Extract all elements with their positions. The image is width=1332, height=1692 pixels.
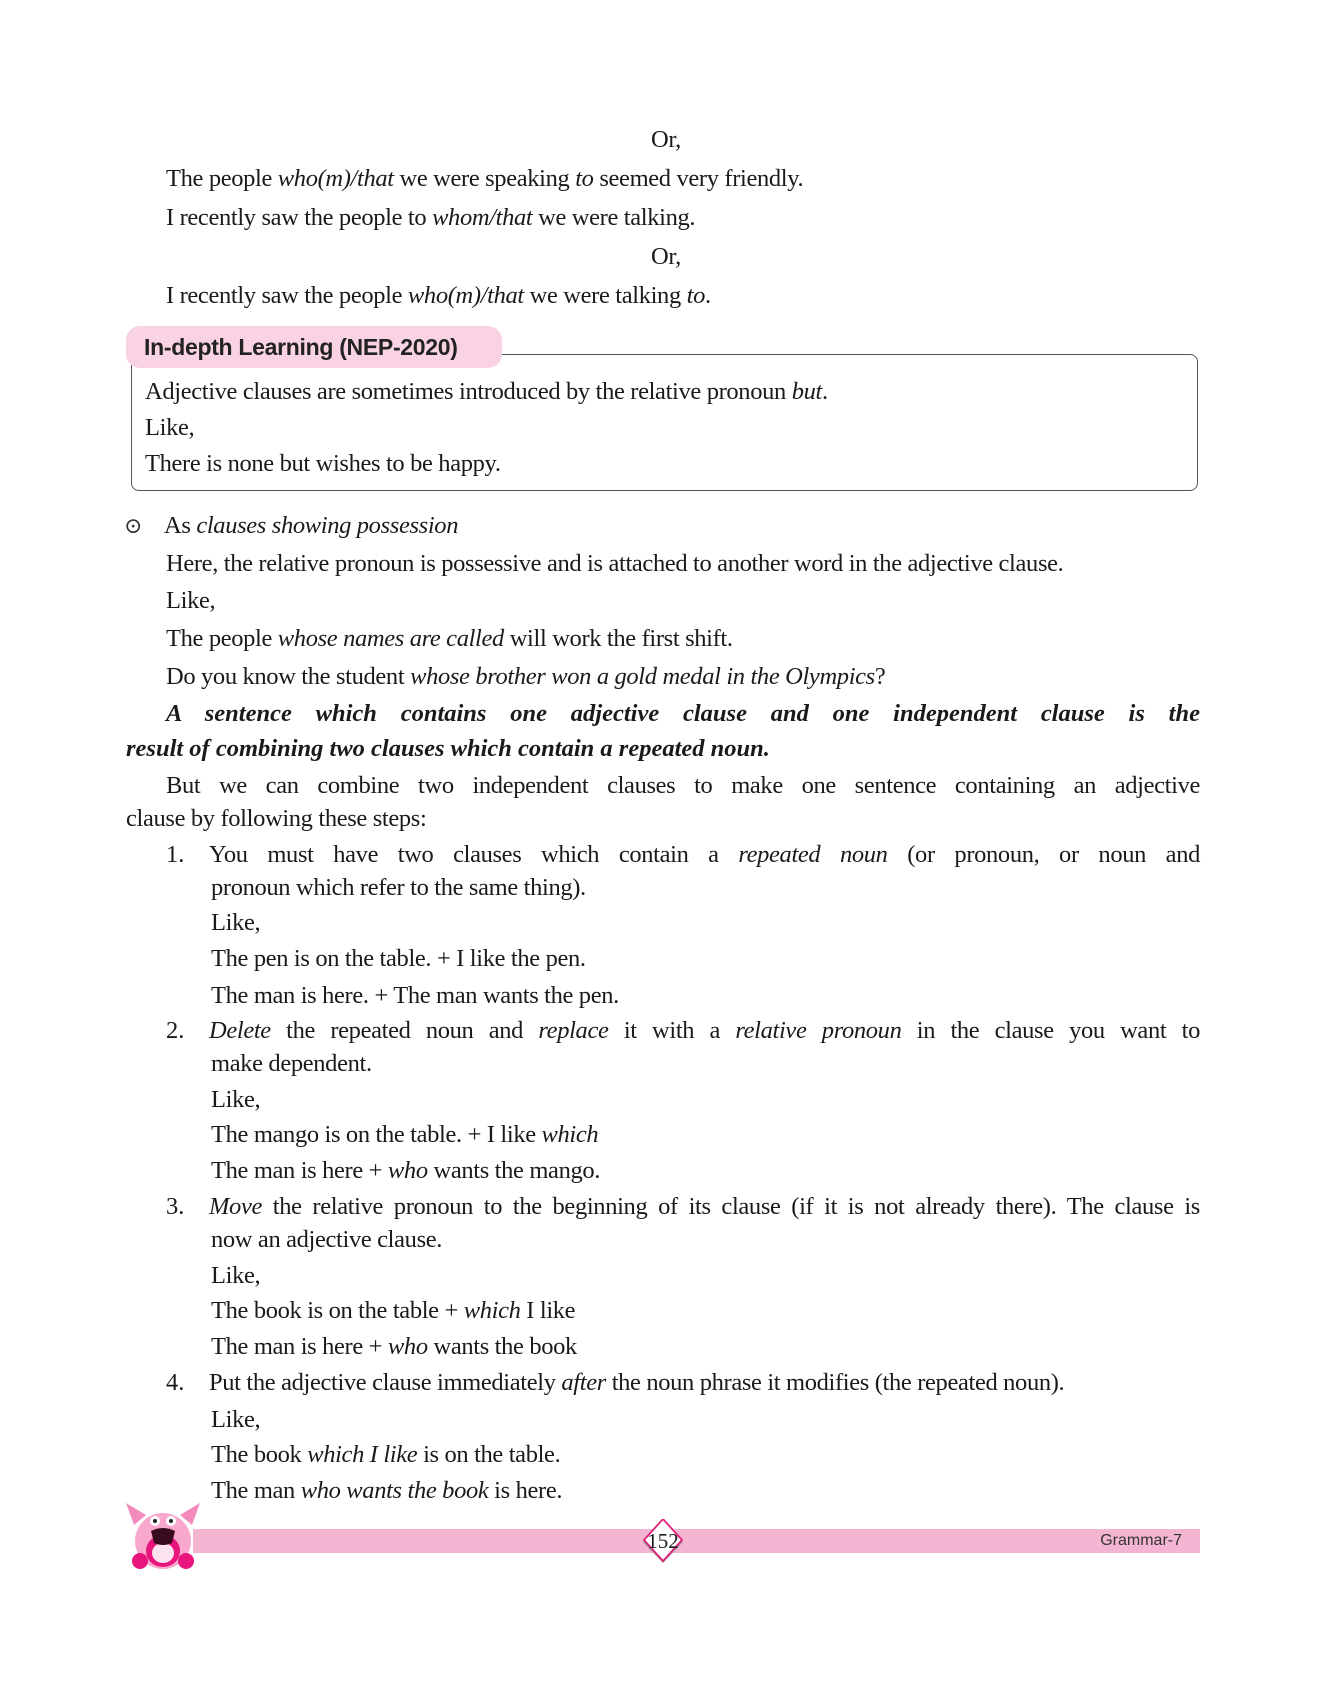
text-segment: The pen is on the table. + I like the pen. xyxy=(211,945,586,972)
text-segment: Put the adjective clause immediately xyxy=(209,1369,562,1396)
italic-text: relative pronoun xyxy=(735,1017,902,1044)
italic-text: who xyxy=(387,1157,428,1184)
italic-text: whose names are called xyxy=(277,625,504,652)
or-text xyxy=(0,242,1332,272)
text-segment: we were speaking xyxy=(393,165,576,192)
step-text xyxy=(211,944,586,974)
step-text xyxy=(211,1296,575,1326)
text-segment: I recently saw the people xyxy=(166,282,408,309)
text-segment: The man is here + xyxy=(211,1157,388,1184)
text-segment: Here, the relative pronoun is possessive and is attached to another word in the adjective clause. xyxy=(166,550,1064,577)
step-text xyxy=(209,1368,1064,1398)
text-segment: The people xyxy=(166,625,278,652)
step-text xyxy=(211,1332,577,1362)
italic-text: but xyxy=(791,378,822,405)
page-number: 152 xyxy=(647,1529,679,1553)
text-segment: Like, xyxy=(211,1262,261,1289)
text-segment: we were talking xyxy=(523,282,687,309)
text-line xyxy=(166,281,711,311)
box-text-line xyxy=(145,413,194,443)
step-text xyxy=(211,873,586,903)
italic-text: who(m)/that xyxy=(277,165,394,192)
box-text-line xyxy=(145,449,501,479)
text-line xyxy=(166,771,1200,801)
italic-text: who xyxy=(387,1333,428,1360)
italic-text: which xyxy=(541,1121,599,1148)
step-text xyxy=(211,1405,260,1435)
text-segment: You must have two clauses which contain a xyxy=(209,841,739,868)
text-segment: pronoun which refer to the same thing). xyxy=(211,874,586,901)
text-segment: Like, xyxy=(211,1086,261,1113)
text-segment: is on the table. xyxy=(417,1441,561,1468)
text-line xyxy=(166,662,885,692)
step-text xyxy=(211,1440,560,1470)
text-segment: the noun phrase it modifies (the repeated noun). xyxy=(605,1369,1065,1396)
italic-text: which xyxy=(463,1297,521,1324)
text-segment: I recently saw the people to xyxy=(166,204,433,231)
bullet-heading xyxy=(164,511,458,541)
text-segment: The mango is on the table. + I like xyxy=(211,1121,542,1148)
step-text xyxy=(211,1049,372,1079)
text-segment: A sentence which contains one adjective clause and one independent clause is the xyxy=(166,700,1200,727)
step-number: 4. xyxy=(166,1369,185,1396)
text-segment: (or pronoun, or noun and xyxy=(887,841,1200,868)
text-line xyxy=(166,624,733,654)
text-segment: it with a xyxy=(608,1017,736,1044)
text-segment: we were talking. xyxy=(532,204,696,231)
text-line xyxy=(166,549,1063,579)
text-segment: Like, xyxy=(166,587,216,614)
text-segment: The man is here. + The man wants the pen. xyxy=(211,982,619,1009)
footer-bar xyxy=(193,1529,1200,1553)
step-text xyxy=(209,1192,1200,1222)
italic-text: who wants the book xyxy=(300,1477,489,1504)
text-segment: As xyxy=(164,512,197,539)
text-segment: is here. xyxy=(488,1477,563,1504)
italic-text: which I like xyxy=(307,1441,418,1468)
text-segment: the relative pronoun to the beginning of its clause (if it is not already there). The clause is xyxy=(262,1193,1200,1220)
step-text xyxy=(209,840,1200,870)
italic-text: whose brother won a gold medal in the Olympics xyxy=(410,663,875,690)
step-text xyxy=(211,1120,598,1150)
text-line xyxy=(126,804,426,834)
text-line xyxy=(166,586,215,616)
step-text xyxy=(211,1156,600,1186)
text-segment: The man xyxy=(211,1477,301,1504)
italic-text: replace xyxy=(538,1017,609,1044)
circled-dot-icon: ⊙ xyxy=(124,513,143,538)
text-segment: Like, xyxy=(211,909,261,936)
italic-text: Move xyxy=(209,1193,263,1220)
text-segment: will work the first shift. xyxy=(503,625,733,652)
step-number: 1. xyxy=(166,841,185,868)
rule-text xyxy=(126,734,770,764)
text-segment: Adjective clauses are sometimes introduced by the relative pronoun xyxy=(145,378,792,405)
text-segment: Or, xyxy=(651,126,681,153)
text-segment: But we can combine two independent clauses to make one sentence containing an adjective xyxy=(166,772,1200,799)
text-segment: the repeated noun and xyxy=(270,1017,539,1044)
text-segment: make dependent. xyxy=(211,1050,372,1077)
box-text-line xyxy=(145,377,828,407)
box-title: In-depth Learning (NEP-2020) xyxy=(126,326,502,368)
italic-text: to xyxy=(575,165,594,192)
text-line xyxy=(166,164,803,194)
italic-text: to xyxy=(686,282,705,309)
step-text xyxy=(211,1261,260,1291)
pink-monster-mascot-icon xyxy=(120,1495,206,1571)
text-segment: Like, xyxy=(145,414,195,441)
book-title: Grammar-7 xyxy=(1100,1532,1182,1549)
step-text xyxy=(211,1476,562,1506)
text-segment: seemed very friendly. xyxy=(593,165,804,192)
text-segment: I like xyxy=(520,1297,576,1324)
italic-text: whom/that xyxy=(432,204,533,231)
text-segment: result of combining two clauses which contain a repeated noun. xyxy=(126,735,770,762)
step-text xyxy=(211,1225,442,1255)
text-segment: Like, xyxy=(211,1406,261,1433)
italic-text: Delete xyxy=(209,1017,271,1044)
italic-text: clauses showing possession xyxy=(196,512,459,539)
step-text xyxy=(209,1016,1200,1046)
text-segment: . xyxy=(704,282,711,309)
text-segment: in the clause you want to xyxy=(901,1017,1200,1044)
text-segment: wants the book xyxy=(427,1333,577,1360)
text-segment: . xyxy=(821,378,828,405)
text-segment: wants the mango. xyxy=(427,1157,601,1184)
text-segment: The book xyxy=(211,1441,308,1468)
text-line xyxy=(166,203,695,233)
step-number: 2. xyxy=(166,1017,185,1044)
text-segment: The man is here + xyxy=(211,1333,388,1360)
or-text xyxy=(0,125,1332,155)
text-segment: The people xyxy=(166,165,278,192)
step-text xyxy=(211,1085,260,1115)
italic-text: repeated noun xyxy=(738,841,888,868)
text-segment: Do you know the student xyxy=(166,663,411,690)
step-text xyxy=(211,981,619,1011)
text-segment: now an adjective clause. xyxy=(211,1226,443,1253)
step-text xyxy=(211,908,260,938)
text-segment: ? xyxy=(874,663,886,690)
text-segment: Or, xyxy=(651,243,681,270)
italic-text: who(m)/that xyxy=(407,282,524,309)
step-number: 3. xyxy=(166,1193,185,1220)
text-segment: clause by following these steps: xyxy=(126,805,427,832)
text-segment: The book is on the table + xyxy=(211,1297,464,1324)
italic-text: after xyxy=(561,1369,606,1396)
text-segment: There is none but wishes to be happy. xyxy=(145,450,501,477)
rule-text xyxy=(166,699,1200,729)
